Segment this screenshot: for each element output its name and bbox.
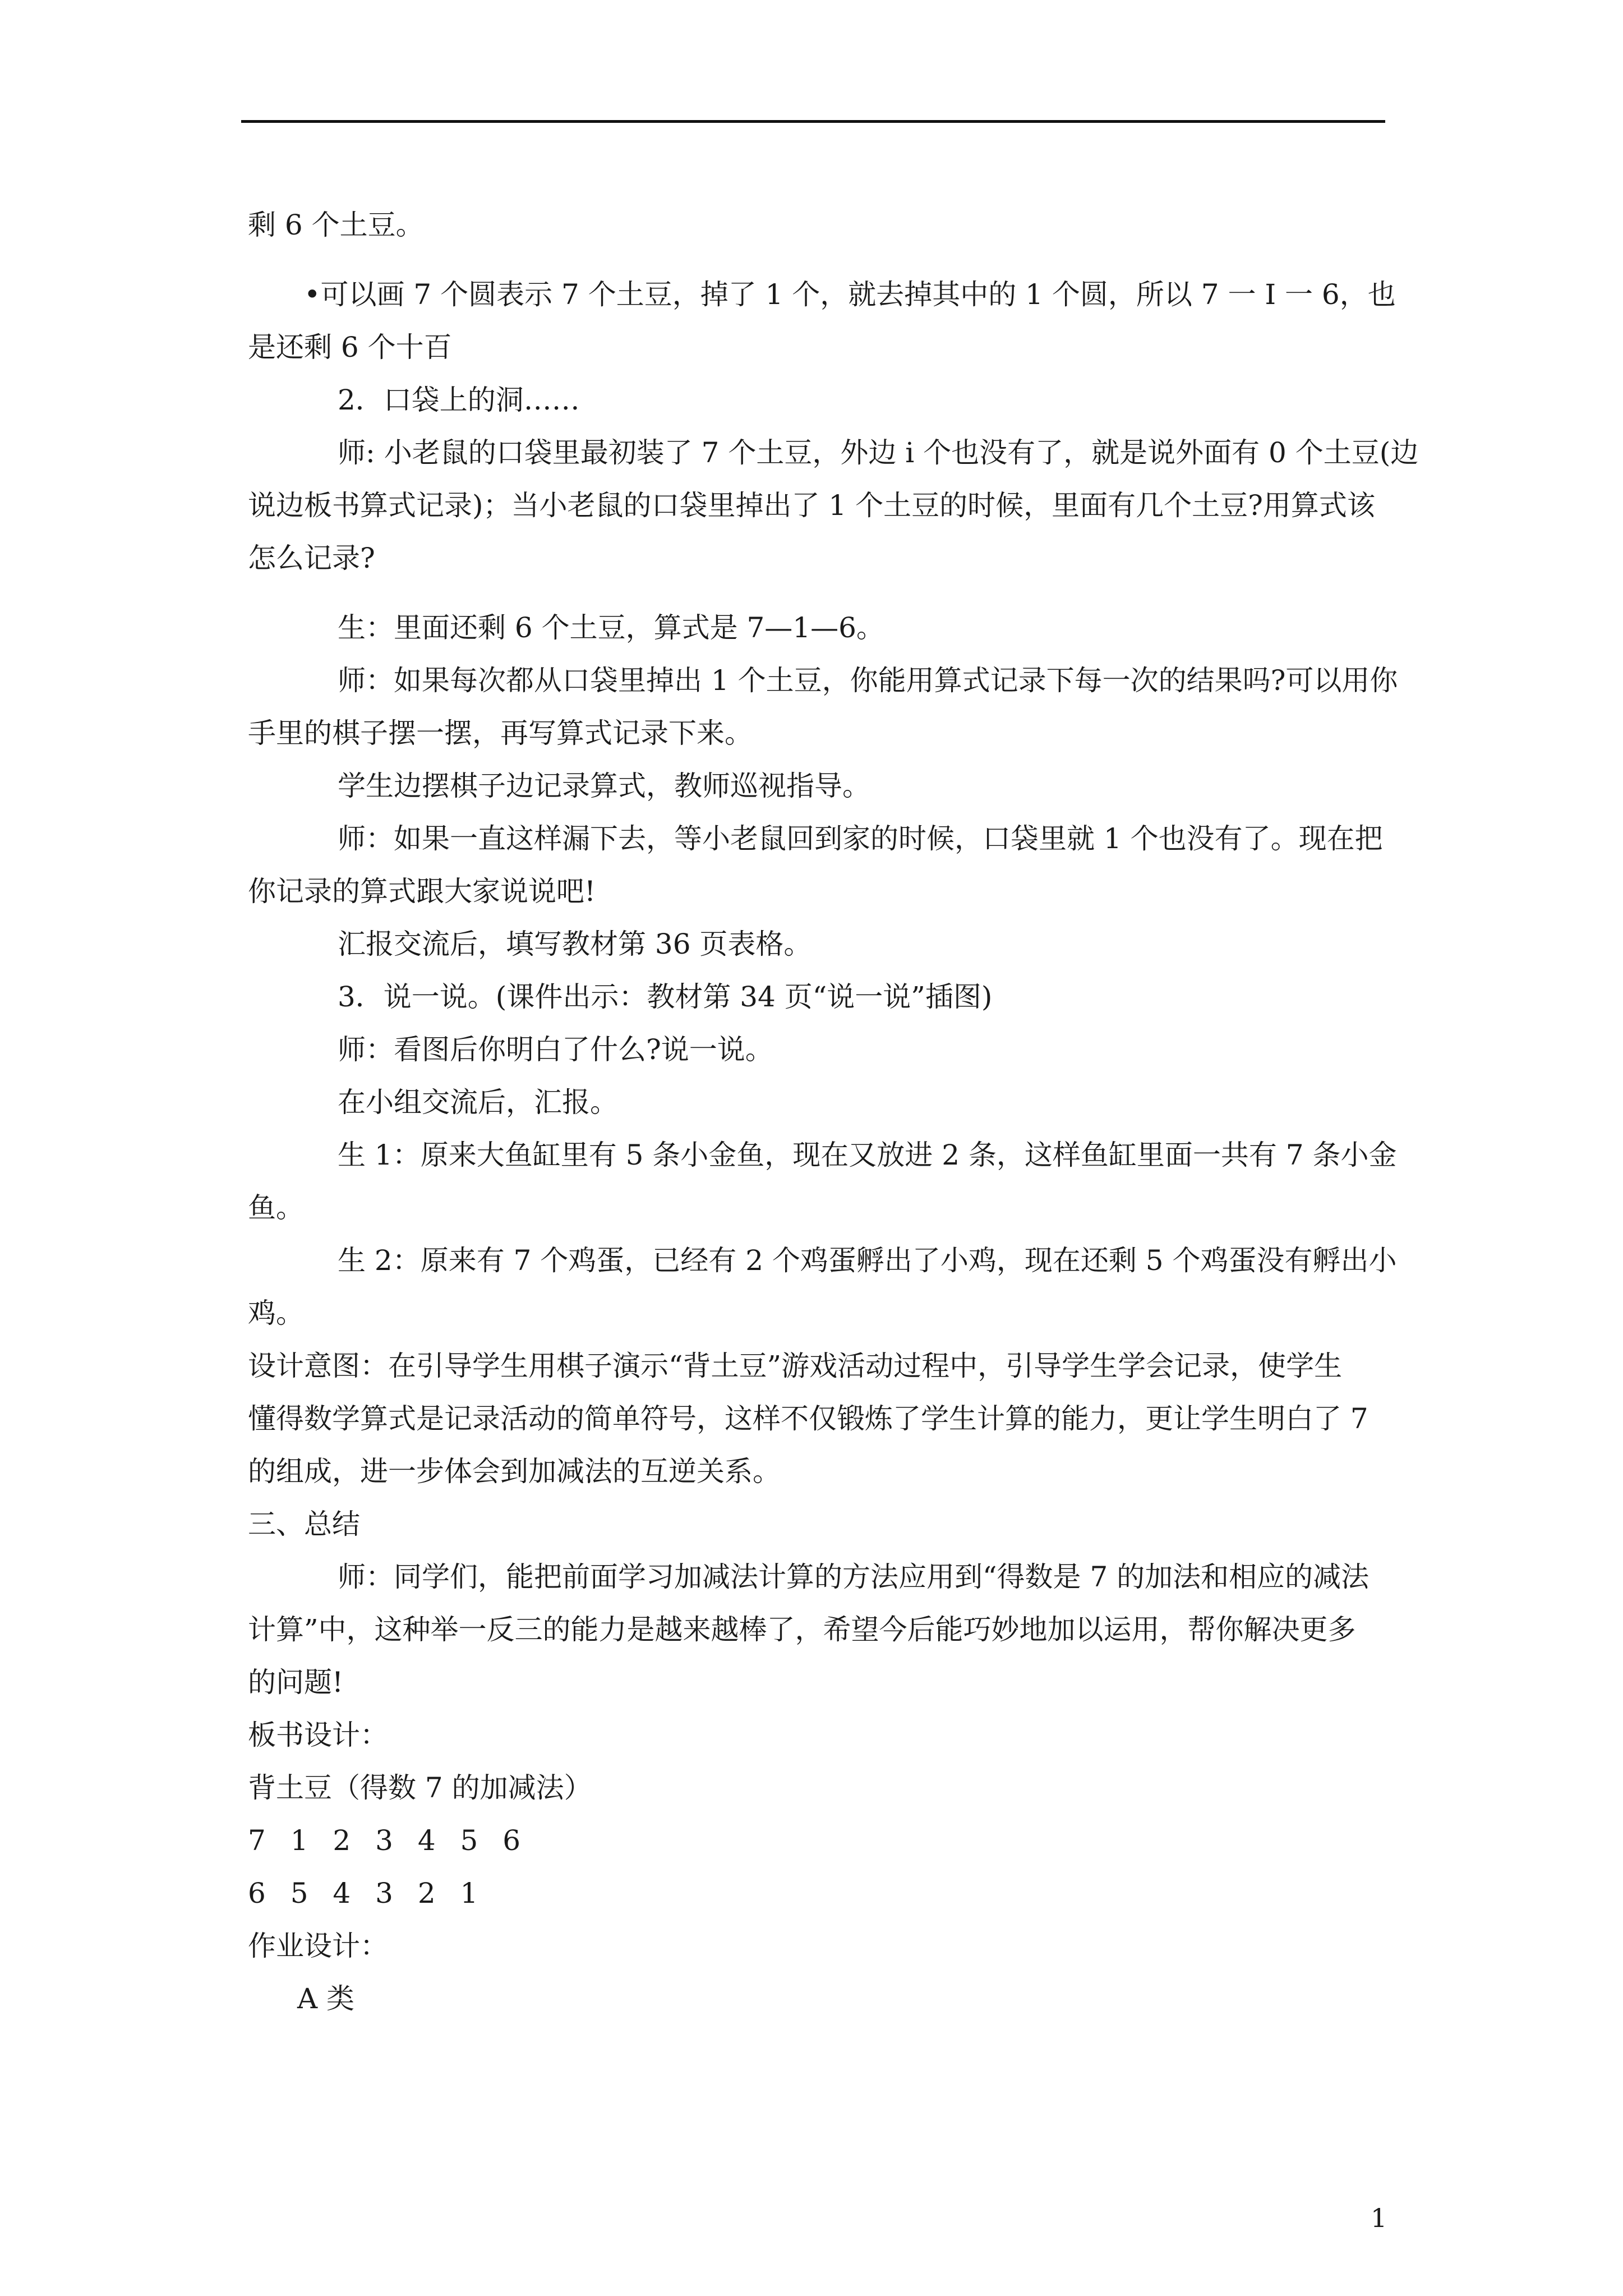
section-heading: 作业设计：: [248, 1930, 388, 1962]
text-line: 剩 6 个土豆。: [248, 209, 424, 241]
section-heading: 2．口袋上的洞……: [338, 384, 580, 416]
text-line: 师：如果每次都从口袋里掉出 1 个土豆，你能用算式记录下每一次的结果吗?可以用你: [338, 664, 1398, 697]
text-line: 鸡。: [248, 1297, 304, 1329]
text-line: 手里的棋子摆一摆，再写算式记录下来。: [248, 717, 753, 749]
text-line: 是还剩 6 个十百: [248, 331, 452, 364]
document-body: [248, 199, 1419, 2025]
board-title: 背土豆（得数 7 的加减法）: [248, 1772, 592, 1804]
section-heading: 三、总结: [248, 1508, 360, 1540]
board-row: 7 1 2 3 4 5 6: [248, 1824, 529, 1857]
text-line: 说边板书算式记录)；当小老鼠的口袋里掉出了 1 个土豆的时候，里面有几个土豆?用算式该: [248, 489, 1375, 522]
text-line: 计算”中，这种举一反三的能力是越来越棒了，希望今后能巧妙地加以运用，帮你解决更多: [248, 1613, 1356, 1646]
text-line: 的组成，进一步体会到加减法的互逆关系。: [248, 1455, 781, 1488]
text-line: 的问题!: [248, 1666, 344, 1699]
text-line: 你记录的算式跟大家说说吧!: [248, 875, 596, 908]
text-line: 设计意图：在引导学生用棋子演示“背土豆”游戏活动过程中，引导学生学会记录，使学生: [248, 1350, 1343, 1382]
text-line: 生 1：原来大鱼缸里有 5 条小金鱼，现在又放进 2 条，这样鱼缸里面一共有 7 条小金: [338, 1139, 1397, 1171]
text-line: 汇报交流后，填写教材第 36 页表格。: [338, 928, 812, 960]
text-line: 学生边摆棋子边记录算式，教师巡视指导。: [338, 770, 870, 802]
text-line: 懂得数学算式是记录活动的简单符号，这样不仅锻炼了学生计算的能力，更让学生明白了 7: [248, 1402, 1368, 1435]
text-line: 在小组交流后，汇报。: [338, 1086, 618, 1119]
section-heading: 板书设计：: [248, 1719, 388, 1751]
board-row: 6 5 4 3 2 1: [248, 1877, 486, 1910]
text-line: 师：同学们，能把前面学习加减法计算的方法应用到“得数是 7 的加法和相应的减法: [338, 1561, 1370, 1593]
text-line: A 类: [297, 1982, 355, 2015]
text-line: 生：里面还剩 6 个土豆，算式是 7—1—6。: [338, 611, 884, 644]
header-rule: [241, 120, 1385, 123]
text-line: 师：如果一直这样漏下去，等小老鼠回到家的时候，口袋里就 1 个也没有了。现在把: [338, 822, 1383, 855]
text-line: 师: 小老鼠的口袋里最初装了 7 个土豆，外边 i 个也没有了，就是说外面有 0 个土豆(边: [338, 436, 1419, 469]
page-number: 1: [1371, 2203, 1387, 2233]
text-line: •可以画 7 个圆表示 7 个土豆，掉了 1 个，就去掉其中的 1 个圆，所以 7 一 I 一 6，也: [304, 278, 1396, 311]
text-line: 鱼。: [248, 1191, 304, 1224]
text-line: 师：看图后你明白了什么?说一说。: [338, 1033, 773, 1066]
section-heading: 3．说一说。(课件出示：教材第 34 页“说一说”插图): [338, 981, 993, 1013]
text-line: 生 2：原来有 7 个鸡蛋，已经有 2 个鸡蛋孵出了小鸡，现在还剩 5 个鸡蛋没有孵出小: [338, 1244, 1397, 1277]
text-line: 怎么记录?: [248, 542, 375, 574]
